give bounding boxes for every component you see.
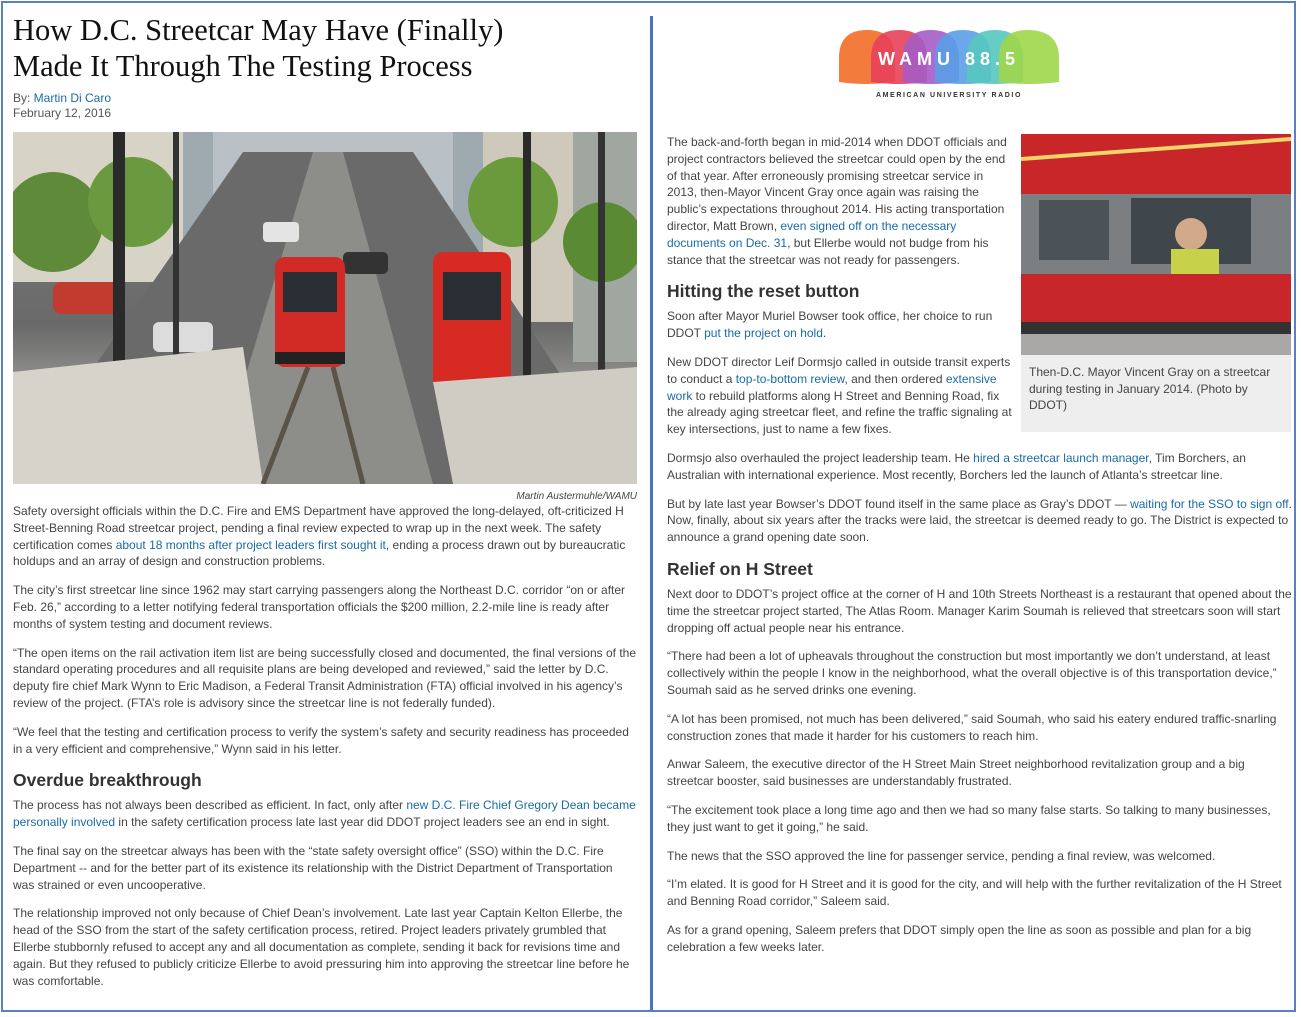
author-link[interactable]: Martin Di Caro [33,91,112,105]
hero-streetcar-photo [13,132,637,484]
left-paragraph-3: “The open items on the rail activation item list are being successfully closed and documented, the final versions of the standard operating procedures and all requisite plans are being developed and reviewed,” said the letter by D.C. deputy fire chief Mark Wynn to Eric Madison, a Federal Transit Administration (FTA) official involved in his agency’s review of the project. (FTA’s role is advisory since the streetcar line is not federally funded). [13,645,636,710]
text-span: The process has not always been described as efficient. In fact, only after [13,798,407,813]
text-span: But by late last year Bowser’s DDOT found itself in the same place as Gray’s DDOT — [667,496,1131,511]
right-body [667,134,1292,967]
text-span: , and then ordered [844,371,946,386]
heading-overdue-breakthrough: Overdue breakthrough [13,770,202,791]
left-paragraph-7: The relationship improved not only because of Chief Dean’s involvement. Late last year Captain Kelton Ellerbe, the head of the SSO from the start of the safety certification process, retired. Project leaders privately grumbled that Ellerbe stubbornly refused to accept any and all documentation as complete, sending it back for revisions time and again. But they refused to publicly criticize Ellerbe to avoid pressuring him into approving the streetcar line before he was comfortable. [13,906,630,988]
left-paragraph-1 [13,503,637,570]
wamu-logo [837,28,1062,100]
article-title [13,12,637,84]
link-top-to-bottom-review[interactable]: top-to-bottom review [735,371,845,386]
text-span: . [822,326,827,341]
photo-caption: Then-D.C. Mayor Vincent Gray on a streetcar during testing in January 2014. (Photo by DDOT) [1029,365,1271,412]
text-span: , Tim Borchers, an Australian with international experience. Most recently, Borchers led the launch of Atlanta’s streetcar line. [667,450,1246,482]
link-fire-chief-dean[interactable]: new D.C. Fire Chief Gregory Dean became personally involved [13,798,636,830]
link-extensive-work[interactable]: extensive work [667,371,997,403]
right-paragraph-6: Next door to DDOT’s project office at the corner of H and 10th Streets Northeast is a restaurant that opened about the time the streetcar project started, The Atlas Room. Manager Karim Soumah is relieved that streetcars soon will start dropping off actual people near his entrance. [667,586,1292,635]
right-paragraph-13: As for a grand opening, Saleem prefers that DDOT simply open the line as soon as possible and plan for a big celebration a few weeks later. [667,922,1252,954]
right-paragraph-1 [667,134,1012,268]
right-paragraph-9: Anwar Saleem, the executive director of the H Street Main Street neighborhood revitalization group and a big streetcar booster, said businesses are understandably frustrated. [667,757,1245,789]
link-project-on-hold[interactable]: put the project on hold [704,326,823,341]
right-paragraph-3 [667,354,1012,438]
photo-credit: Martin Austermuhle/WAMU [516,491,637,502]
text-span: . Now, finally, about six years after the tracks were laid, the streetcar is deemed ready to go. The District is expected to announce a grand opening date soon. [667,496,1292,545]
title-line-2: Made It Through The Testing Process [13,49,473,83]
right-paragraph-10: “The excitement took place a long time ago and then we had so many false starts. So talking to many businesses, they just want to get it going,” he said. [667,802,1271,834]
text-span: in the safety certification process late last year did DDOT project leaders see an end in sight. [115,815,610,830]
logo-tagline: AMERICAN UNIVERSITY RADIO [875,92,1023,99]
right-paragraph-11: The news that the SSO approved the line for passenger service, pending a final review, was welcomed. [667,848,1216,863]
right-paragraph-4 [667,450,1292,484]
text-span: Safety oversight officials within the D.C. Fire and EMS Department have approved the long-delayed, oft-criticized H Street-Benning Road streetcar project, pending a final review expected to wrap up in the next week. The safety certification comes [13,504,624,552]
text-span: The back-and-forth began in mid-2014 when DDOT officials and project contractors believed the streetcar could open by the end of that year. After erroneously promising streetcar service in 2013, then-Mayor Vincent Gray once again was raising the public’s expectations throughout 2014. His acting transportation director, Matt Brown, [667,135,1007,233]
heading-reset-button: Hitting the reset button [667,281,860,302]
text-span: Soon after Mayor Muriel Bowser took office, her choice to run DDOT [667,309,993,341]
left-column [13,12,637,1001]
text-span: , but Ellerbe would not budge from his stance that the streetcar was not ready for passengers. [667,235,989,267]
left-paragraph-4: “We feel that the testing and certification process to verify the system’s safety and security readiness has proceeded in a very efficient and comprehensive,” Wynn said in his letter. [13,724,629,756]
title-line-1: How D.C. Streetcar May Have (Finally) [13,13,504,47]
byline-prefix: By: [13,91,34,105]
link-launch-manager[interactable]: hired a streetcar launch manager [973,450,1149,465]
column-divider [650,16,653,1010]
right-paragraph-5 [667,496,1292,546]
hero-photo-illustration [13,132,637,484]
text-span: Dormsjo also overhauled the project leadership team. He [667,450,974,465]
link-waiting-for-sso[interactable]: waiting for the SSO to sign off [1130,496,1289,511]
byline [13,91,637,106]
text-span: New DDOT director Leif Dormsjo called in outside transit experts to conduct a [667,354,1011,386]
right-paragraph-8: “A lot has been promised, not much has been delivered,” said Soumah, who said his eatery endured traffic-snarling construction zones that made it harder for his customers to reach him. [667,711,1277,743]
right-paragraph-2 [667,308,1012,342]
text-span: to rebuild platforms along H Street and Benning Road, fix the already aging streetcar fleet, and refine the traffic signaling at key intersections, just to name a few fixes. [667,388,1012,437]
left-paragraph-5 [13,797,637,831]
link-18-months[interactable]: about 18 months after project leaders first sought it [115,537,386,552]
right-column [667,0,1292,1010]
text-span: , ending a process drawn out by bureaucratic holdups and an array of design and construction problems. [13,537,626,569]
publish-date: February 12, 2016 [13,106,112,120]
wamu-logo-image [837,28,1062,100]
link-signed-off-documents[interactable]: even signed off on the necessary documents on Dec. 31 [667,218,957,250]
left-paragraph-6: The final say on the streetcar always has been with the “state safety oversight office” (SSO) within the D.C. Fire Department -- and for the better part of its existence its relationship with the District Department of Transportation was strained or even uncooperative. [13,843,613,892]
heading-relief-h-street: Relief on H Street [667,558,813,579]
logo-wordmark: WAMU 88.5 [877,49,1021,69]
right-paragraph-7: “There had been a lot of upheavals throughout the construction but most importantly we don’t understand, at least collectively within the people I know in the neighborhood, what the overall objective is of this transportation device,” Soumah said as he served drinks one evening. [667,649,1277,697]
left-paragraph-2: The city’s first streetcar line since 1962 may start carrying passengers along the Northeast D.C. corridor “on or after Feb. 26,” according to a letter notifying federal transportation officials the $200 million, 2.2-mile line is ready after months of system testing and document reviews. [13,583,626,631]
right-paragraph-12: “I’m elated. It is good for H Street and it is good for the city, and will help with the further revitalization of the H Street and Benning Road corridor,” Saleem said. [667,877,1282,909]
